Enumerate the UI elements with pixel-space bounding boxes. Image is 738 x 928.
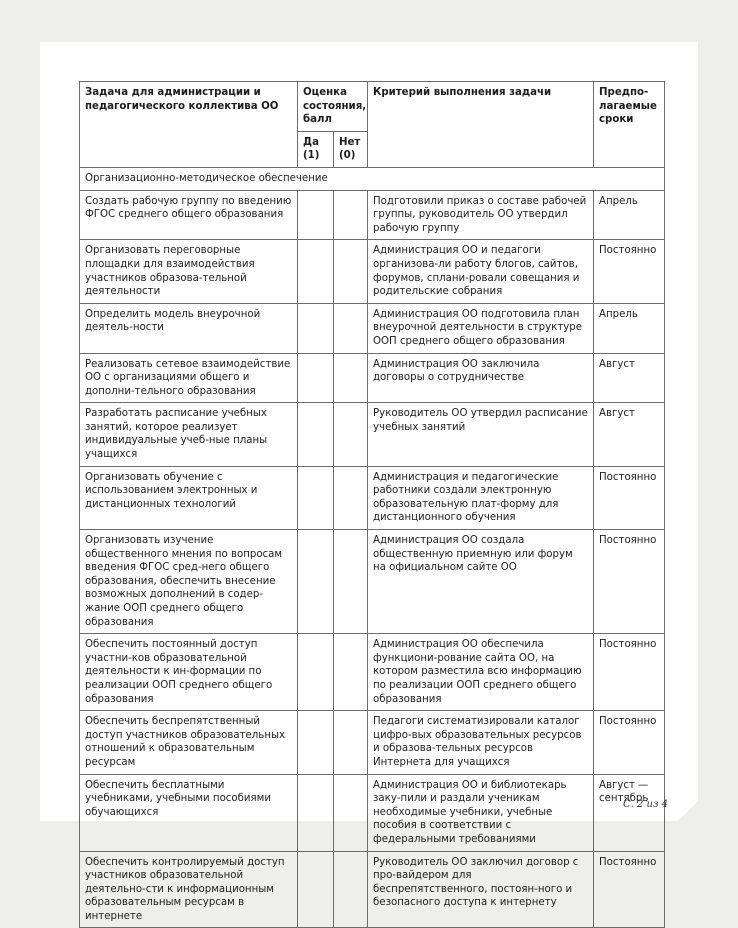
cell-task: Реализовать сетевое взаимодействие ОО с организациями общего и дополни-тельного образования xyxy=(80,353,298,403)
table-row xyxy=(80,240,665,303)
cell-criterion: Подготовили приказ о составе рабочей группы, руководитель ОО утвердил рабочую группу xyxy=(368,190,594,240)
cell-yes xyxy=(298,240,334,303)
cell-criterion: Администрация ОО и педагоги организова-ли работу блогов, сайтов, форумов, сплани-ровали совещания и родительские собрания xyxy=(368,240,594,303)
cell-yes xyxy=(298,634,334,711)
header-deadline: Предпо-лагаемые сроки xyxy=(594,82,665,168)
table-row xyxy=(80,466,665,529)
cell-task: Разработать расписание учебных занятий, которое реализует индивидуальные учеб-ные планы учащихся xyxy=(80,403,298,466)
table-row xyxy=(80,634,665,711)
cell-yes xyxy=(298,711,334,774)
cell-no xyxy=(334,240,368,303)
tasks-table xyxy=(79,81,665,928)
cell-no xyxy=(334,303,368,353)
cell-deadline: Постоянно xyxy=(594,634,665,711)
cell-deadline: Постоянно xyxy=(594,711,665,774)
cell-deadline: Постоянно xyxy=(594,466,665,529)
cell-criterion: Педагоги систематизировали каталог цифро-вых образовательных ресурсов и образова-тельных ресурсов Интернета для учащихся xyxy=(368,711,594,774)
cell-task: Обеспечить контролируемый доступ участников образовательной деятельно-сти к информационным образовательным ресурсам в интернете xyxy=(80,851,298,928)
table-row xyxy=(80,403,665,466)
cell-criterion: Руководитель ОО заключил договор с про-вайдером для беспрепятственного, постоян-ного и безопасного доступа к интернету xyxy=(368,851,594,928)
cell-task: Организовать обучение с использованием электронных и дистанционных технологий xyxy=(80,466,298,529)
cell-deadline: Август — сентябрь xyxy=(594,774,665,851)
cell-criterion: Администрация ОО заключила договоры о сотрудничестве xyxy=(368,353,594,403)
cell-deadline: Постоянно xyxy=(594,530,665,634)
cell-no xyxy=(334,530,368,634)
table-row xyxy=(80,711,665,774)
header-assessment: Оценка состояния, балл xyxy=(298,82,368,132)
cell-deadline: Апрель xyxy=(594,303,665,353)
cell-task: Определить модель внеурочной деятель-ности xyxy=(80,303,298,353)
cell-yes xyxy=(298,530,334,634)
cell-no xyxy=(334,634,368,711)
cell-no xyxy=(334,353,368,403)
cell-criterion: Администрация ОО обеспечила функциони-рование сайта ОО, на котором разместила всю информацию по реализации ООП среднего общего образования xyxy=(368,634,594,711)
cell-criterion: Администрация ОО и библиотекарь заку-пили и раздали ученикам необходимые учебники, учебные пособия в соответствии с федеральными требованиями xyxy=(368,774,594,851)
header-yes: Да (1) xyxy=(298,131,334,167)
page-number: С. 2 из 4 xyxy=(623,799,668,810)
section-title: Организационно-методическое обеспечение xyxy=(80,167,665,190)
header-task: Задача для администрации и педагогического коллектива ОО xyxy=(80,82,298,168)
header-criterion: Критерий выполнения задачи xyxy=(368,82,594,168)
cell-yes xyxy=(298,403,334,466)
cell-criterion: Администрация ОО создала общественную приемную или форум на официальном сайте ОО xyxy=(368,530,594,634)
document-page xyxy=(40,42,698,922)
cell-task: Организовать переговорные площадки для взаимодействия участников образова-тельной деятельности xyxy=(80,240,298,303)
cell-criterion: Администрация и педагогические работники создали электронную образовательную плат-форму для дистанционного обучения xyxy=(368,466,594,529)
cell-deadline: Август xyxy=(594,403,665,466)
table-row xyxy=(80,353,665,403)
table-row xyxy=(80,530,665,634)
cell-yes xyxy=(298,774,334,851)
cell-criterion: Администрация ОО подготовила план внеурочной деятельности в структуре ООП среднего общего образования xyxy=(368,303,594,353)
cell-no xyxy=(334,190,368,240)
cell-deadline: Постоянно xyxy=(594,240,665,303)
cell-task: Обеспечить беспрепятственный доступ участников образовательных отношений к образовательным ресурсам xyxy=(80,711,298,774)
table-row xyxy=(80,774,665,851)
table-row xyxy=(80,190,665,240)
cell-criterion: Руководитель ОО утвердил расписание учебных занятий xyxy=(368,403,594,466)
cell-no xyxy=(334,774,368,851)
cell-yes xyxy=(298,303,334,353)
cell-no xyxy=(334,711,368,774)
cell-yes xyxy=(298,353,334,403)
cell-task: Обеспечить бесплатными учебниками, учебными пособиями обучающихся xyxy=(80,774,298,851)
cell-no xyxy=(334,466,368,529)
cell-yes xyxy=(298,466,334,529)
table-row xyxy=(80,303,665,353)
page-fold-corner xyxy=(678,801,698,821)
cell-task: Создать рабочую группу по введению ФГОС среднего общего образования xyxy=(80,190,298,240)
cell-task: Обеспечить постоянный доступ участни-ков образовательной деятельности к ин-формации по реализации ООП среднего общего образования xyxy=(80,634,298,711)
cell-no xyxy=(334,403,368,466)
cell-task: Организовать изучение общественного мнения по вопросам введения ФГОС сред-него общего образования, обеспечить внесение возможных дополнений в содер-жание ООП среднего общего образования xyxy=(80,530,298,634)
cell-deadline: Август xyxy=(594,353,665,403)
header-no: Нет (0) xyxy=(334,131,368,167)
cell-deadline: Постоянно xyxy=(594,851,665,928)
cell-deadline: Апрель xyxy=(594,190,665,240)
cell-yes xyxy=(298,190,334,240)
